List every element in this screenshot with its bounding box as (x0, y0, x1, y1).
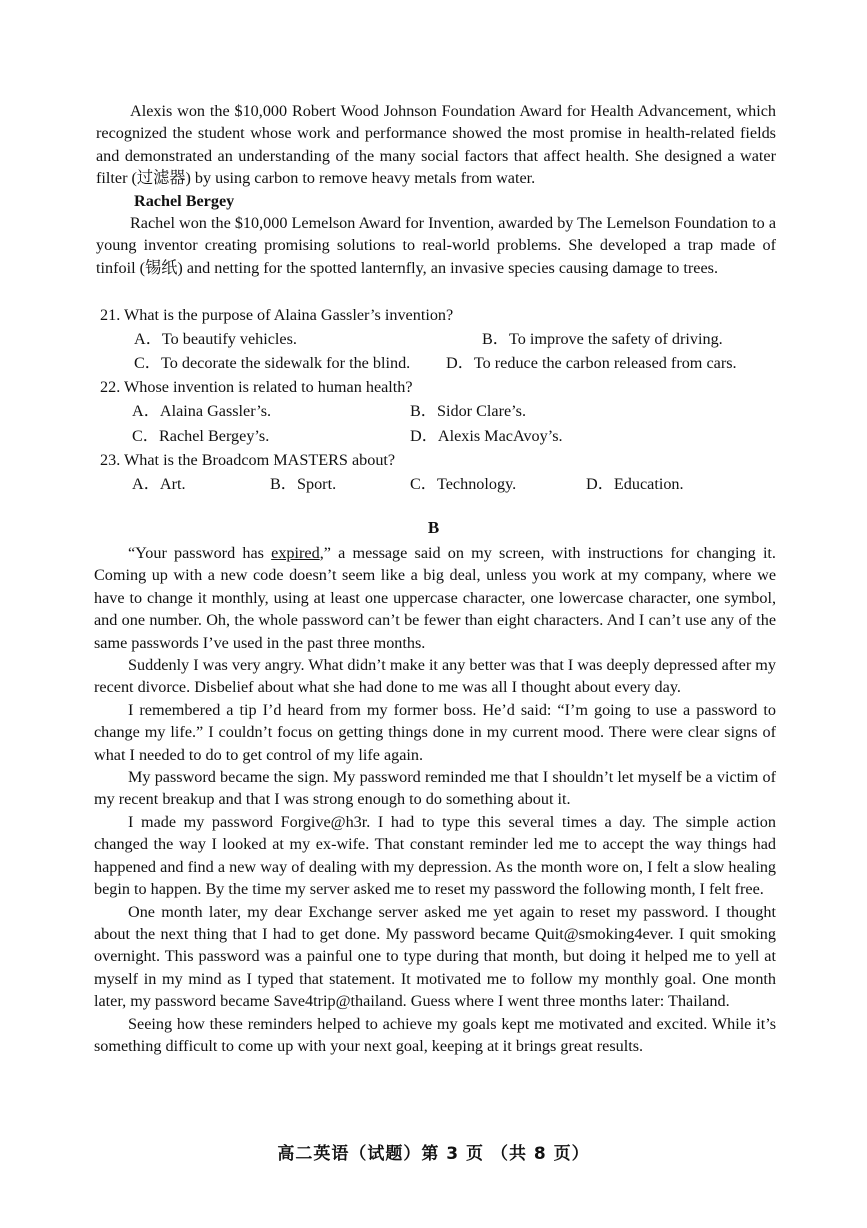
rachel-heading: Rachel Bergey (134, 192, 235, 210)
paragraph-1-start: “Your password has (128, 544, 272, 562)
question-23-option-b: B．Sport. (270, 475, 337, 493)
page-footer: 高二英语（试题）第 3 页 （共 8 页） (277, 1144, 590, 1164)
question-23-option-d: D．Education. (586, 475, 684, 493)
rachel-paragraph: Rachel won the $10,000 Lemelson Award for Invention, awarded by The Lemelson Foundation to a young inventor creating promising solutions to real-world problems. She developed a trap made of tinfoil (锡纸) and netting for the spotted lanternfly, an invasive species causing damage to trees. (96, 214, 776, 277)
question-21-option-a: A．To beautify vehicles. (134, 330, 297, 348)
section-b-paragraph-1 (94, 542, 776, 654)
section-b-label: B (427, 518, 440, 537)
section-b-paragraph-7: Seeing how these reminders helped to achieve my goals kept me motivated and excited. While it’s something difficult to come up with your next goal, keeping at it brings great results. (94, 1014, 776, 1055)
section-b-paragraph-4: My password became the sign. My password reminded me that I shouldn’t let myself be a victim of my recent breakup and that I was strong enough to do something about it. (94, 768, 776, 809)
section-b-paragraph-5: I made my password Forgive@h3r. I had to type this several times a day. The simple action changed the way I looked at my ex-wife. That constant reminder led me to accept the way things had happened and find a new way of dealing with my depression. As the month wore on, I felt a slow healing begin to happen. By the time my server asked me to reset my password the following month, I felt free. (94, 812, 776, 899)
question-22-stem: 22. Whose invention is related to human health? (100, 378, 413, 396)
question-21-option-d: D．To reduce the carbon released from cars. (446, 354, 737, 372)
paragraph-1-rest: ,” a message said on my screen, with instructions for changing it. Coming up with a new code doesn’t seem like a big deal, unless you work at my company, where we have to change it monthly, using at least one uppercase character, one lowercase character, one symbol, and one number. Oh, the whole password can’t be fewer than eight characters. And I can’t use any of the same passwords I’ve used in the past three months. (94, 544, 776, 652)
question-23-option-a: A．Art. (132, 475, 186, 493)
section-b-paragraph-3: I remembered a tip I’d heard from my former boss. He’d said: “I’m going to use a password to change my life.” I couldn’t focus on getting things done in my current mood. There were clear signs of what I needed to do to get control of my life again. (94, 700, 776, 764)
alexis-paragraph: Alexis won the $10,000 Robert Wood Johnson Foundation Award for Health Advancement, which recognized the student whose work and performance showed the most promise in health-related fields and demonstrated an understanding of the many social factors that affect health. She designed a water filter (过滤器) by using carbon to remove heavy metals from water. (96, 102, 776, 188)
question-21-option-c: C．To decorate the sidewalk for the blind. (134, 354, 411, 372)
question-21-stem: 21. What is the purpose of Alaina Gassler’s invention? (100, 306, 454, 324)
question-22-option-d: D．Alexis MacAvoy’s. (410, 427, 563, 445)
section-b-paragraph-2: Suddenly I was very angry. What didn’t make it any better was that I was deeply depressed after my recent divorce. Disbelief about what she had done to me was all I thought about every day. (94, 656, 776, 697)
section-b-text (94, 542, 776, 1057)
question-22-option-a: A．Alaina Gassler’s. (132, 402, 272, 420)
question-23-option-c: C．Technology. (410, 475, 517, 493)
question-23-stem: 23. What is the Broadcom MASTERS about? (100, 451, 396, 469)
question-22-option-c: C．Rachel Bergey’s. (132, 427, 270, 445)
question-22-option-b: B．Sidor Clare’s. (410, 402, 527, 420)
question-21-option-b: B．To improve the safety of driving. (482, 330, 723, 348)
section-b-paragraph-6: One month later, my dear Exchange server asked me yet again to reset my password. I thought about the next thing that I had to get done. My password became Quit@smoking4ever. I quit smoking overnight. This password was a painful one to type during that month, but doing it helped me to yell at myself in my mind as I typed that statement. It motivated me to follow my monthly goal. One month later, my password became Save4trip@thailand. Guess where I went three months later: Thailand. (94, 902, 776, 1011)
underlined-word-expired: expired (271, 544, 320, 562)
